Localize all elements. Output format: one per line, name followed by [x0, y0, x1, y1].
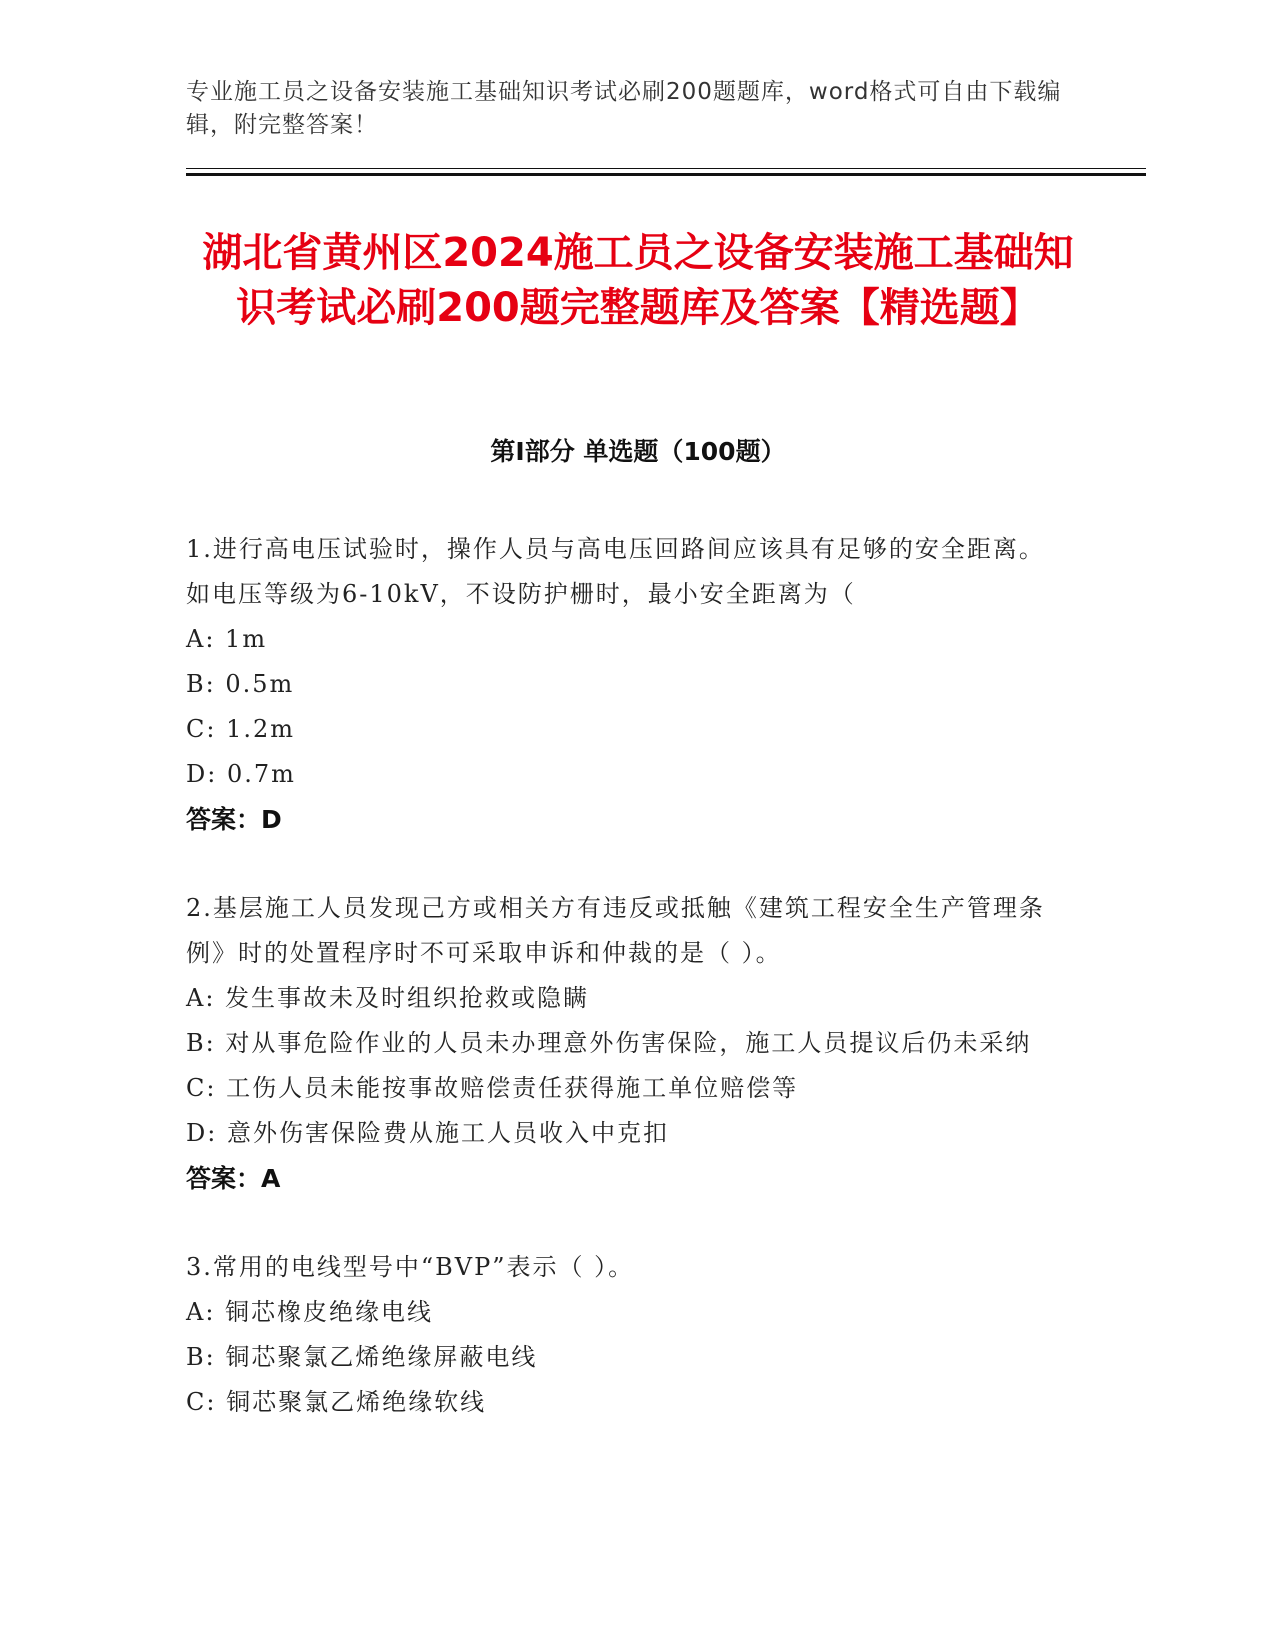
option-b: B: 铜芯聚氯乙烯绝缘屏蔽电线	[186, 1343, 538, 1371]
header-divider-thin	[186, 168, 1146, 169]
question-1	[186, 527, 1066, 842]
question-stem: 2.基层施工人员发现己方或相关方有违反或抵触《建筑工程安全生产管理条例》时的处置程序时不可采取申诉和仲裁的是（ ）。	[186, 894, 1045, 967]
header-divider-thick	[186, 173, 1146, 176]
question-stem: 3.常用的电线型号中“BVP”表示（ ）。	[186, 1253, 635, 1281]
header-note: 专业施工员之设备安装施工基础知识考试必刷200题题库，word格式可自由下载编辑，附完整答案！	[186, 79, 1062, 138]
option-c: C: 铜芯聚氯乙烯绝缘软线	[186, 1388, 487, 1416]
option-a: A: 1m	[186, 625, 268, 653]
question-3	[186, 1245, 1066, 1425]
option-b: B: 对从事危险作业的人员未办理意外伤害保险，施工人员提议后仍未采纳	[186, 1029, 1032, 1057]
option-b: B: 0.5m	[186, 670, 295, 698]
question-list	[186, 527, 1066, 1469]
option-c: C: 工伤人员未能按事故赔偿责任获得施工单位赔偿等	[186, 1074, 799, 1102]
answer: 答案：A	[186, 1164, 281, 1193]
option-d: D: 意外伤害保险费从施工人员收入中克扣	[186, 1119, 669, 1147]
option-a: A: 发生事故未及时组织抢救或隐瞒	[186, 984, 590, 1012]
option-d: D: 0.7m	[186, 760, 296, 788]
document-title: 湖北省黄州区2024施工员之设备安装施工基础知识考试必刷200题完整题库及答案【精选题】	[202, 230, 1074, 331]
question-stem: 1.进行高电压试验时，操作人员与高电压回路间应该具有足够的安全距离。如电压等级为6-10kV，不设防护栅时，最小安全距离为（	[186, 535, 1045, 608]
option-c: C: 1.2m	[186, 715, 296, 743]
section-title: 第I部分 单选题（100题）	[490, 437, 786, 466]
option-a: A: 铜芯橡皮绝缘电线	[186, 1298, 434, 1326]
question-2	[186, 886, 1066, 1201]
answer: 答案：D	[186, 805, 282, 834]
